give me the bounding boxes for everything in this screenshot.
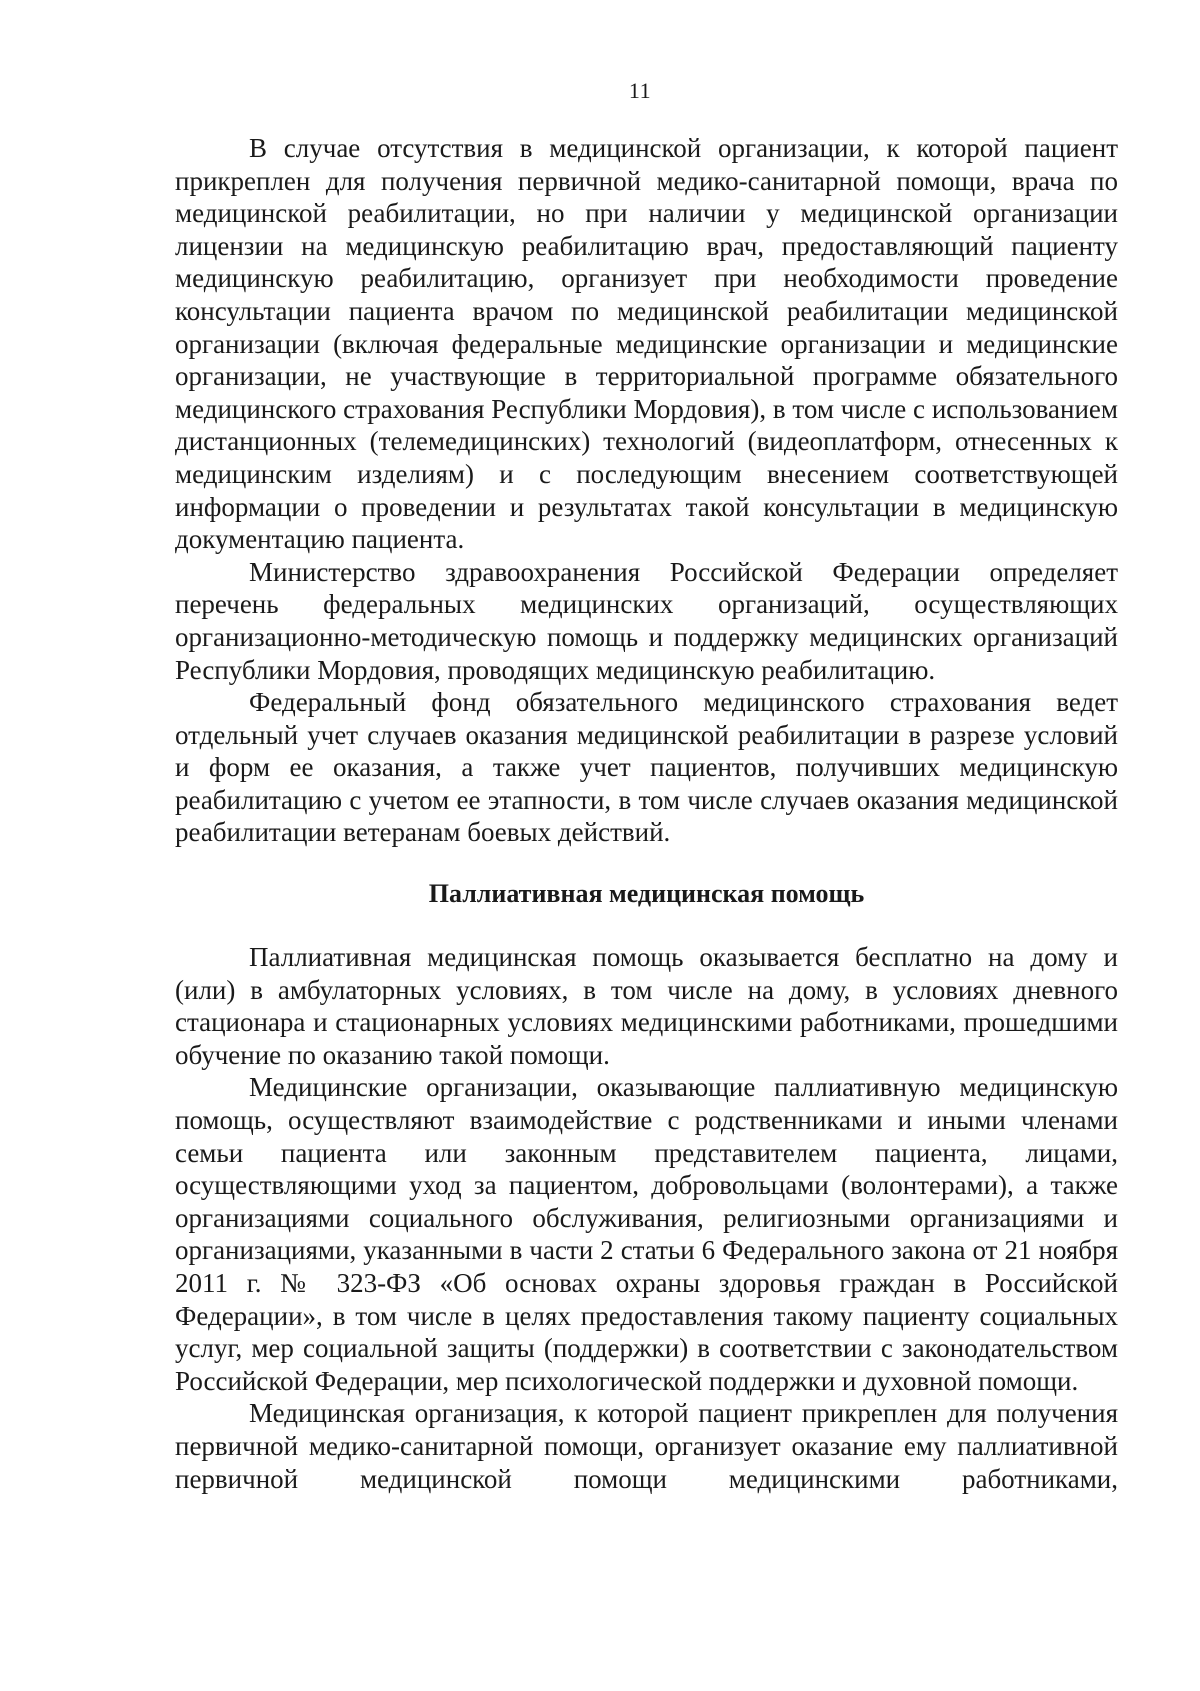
- document-body: [175, 132, 1118, 1495]
- paragraph-ministry-list: Министерство здравоохранения Российской Федерации определяет перечень федеральных медицинских организаций, осуществляющих организационно-методическую помощь и поддержку медицинских организаций Республики Мордовия, проводящих медицинскую реабилитацию.: [175, 556, 1118, 685]
- paragraph-telemedicine-consultation: В случае отсутствия в медицинской организации, к которой пациент прикреплен для получения первичной медико-санитарной помощи, врача по медицинской реабилитации, но при наличии у медицинской организации лицензии на медицинскую реабилитацию врач, предоставляющий пациенту медицинскую реабилитацию, организует при необходимости проведение консультации пациента врачом по медицинской реабилитации медицинской организации (включая федеральные медицинские организации и медицинские организации, не участвующие в территориальной программе обязательного медицинского страхования Республики Мордовия), в том числе с использованием дистанционных (телемедицинских) технологий (видеоплатформ, отнесенных к медицинским изделиям) и с последующим внесением соответствующей информации о проведении и результатах такой консультации в медицинскую документацию пациента.: [175, 133, 1118, 555]
- page-number: 11: [628, 78, 652, 103]
- paragraph-primary-palliative-organization: Медицинская организация, к которой пациент прикреплен для получения первичной медико-санитарной помощи, организует оказание ему паллиативной первичной медицинской помощи медицинскими работниками,: [175, 1398, 1118, 1494]
- paragraph-palliative-cooperation: Медицинские организации, оказывающие паллиативную медицинскую помощь, осуществляют взаимодействие с родственниками и иными членами семьи пациента или законным представителем пациента, лицами, осуществляющими уход за пациентом, добровольцами (волонтерами), а также организациями социального обслуживания, религиозными организациями и организациями, указанными в части 2 статьи 6 Федерального закона от 21 ноября 2011 г. № 323-ФЗ «Об основах охраны здоровья граждан в Российской Федерации», в том числе в целях предоставления такому пациенту социальных услуг, мер социальной защиты (поддержки) в соответствии с законодательством Российской Федерации, мер психологической поддержки и духовной помощи.: [175, 1072, 1118, 1396]
- section-heading-palliative-care: Паллиативная медицинская помощь: [428, 879, 865, 909]
- paragraph-ffoms-accounting: Федеральный фонд обязательного медицинского страхования ведет отдельный учет случаев оказания медицинской реабилитации в разрезе условий и форм ее оказания, а также учет пациентов, получивших медицинскую реабилитацию с учетом ее этапности, в том числе случаев оказания медицинской реабилитации ветеранам боевых действий.: [175, 687, 1118, 848]
- paragraph-palliative-free-care: Паллиативная медицинская помощь оказывается бесплатно на дому и (или) в амбулаторных условиях, в том числе на дому, в условиях дневного стационара и стационарных условиях медицинскими работниками, прошедшими обучение по оказанию такой помощи.: [175, 942, 1118, 1070]
